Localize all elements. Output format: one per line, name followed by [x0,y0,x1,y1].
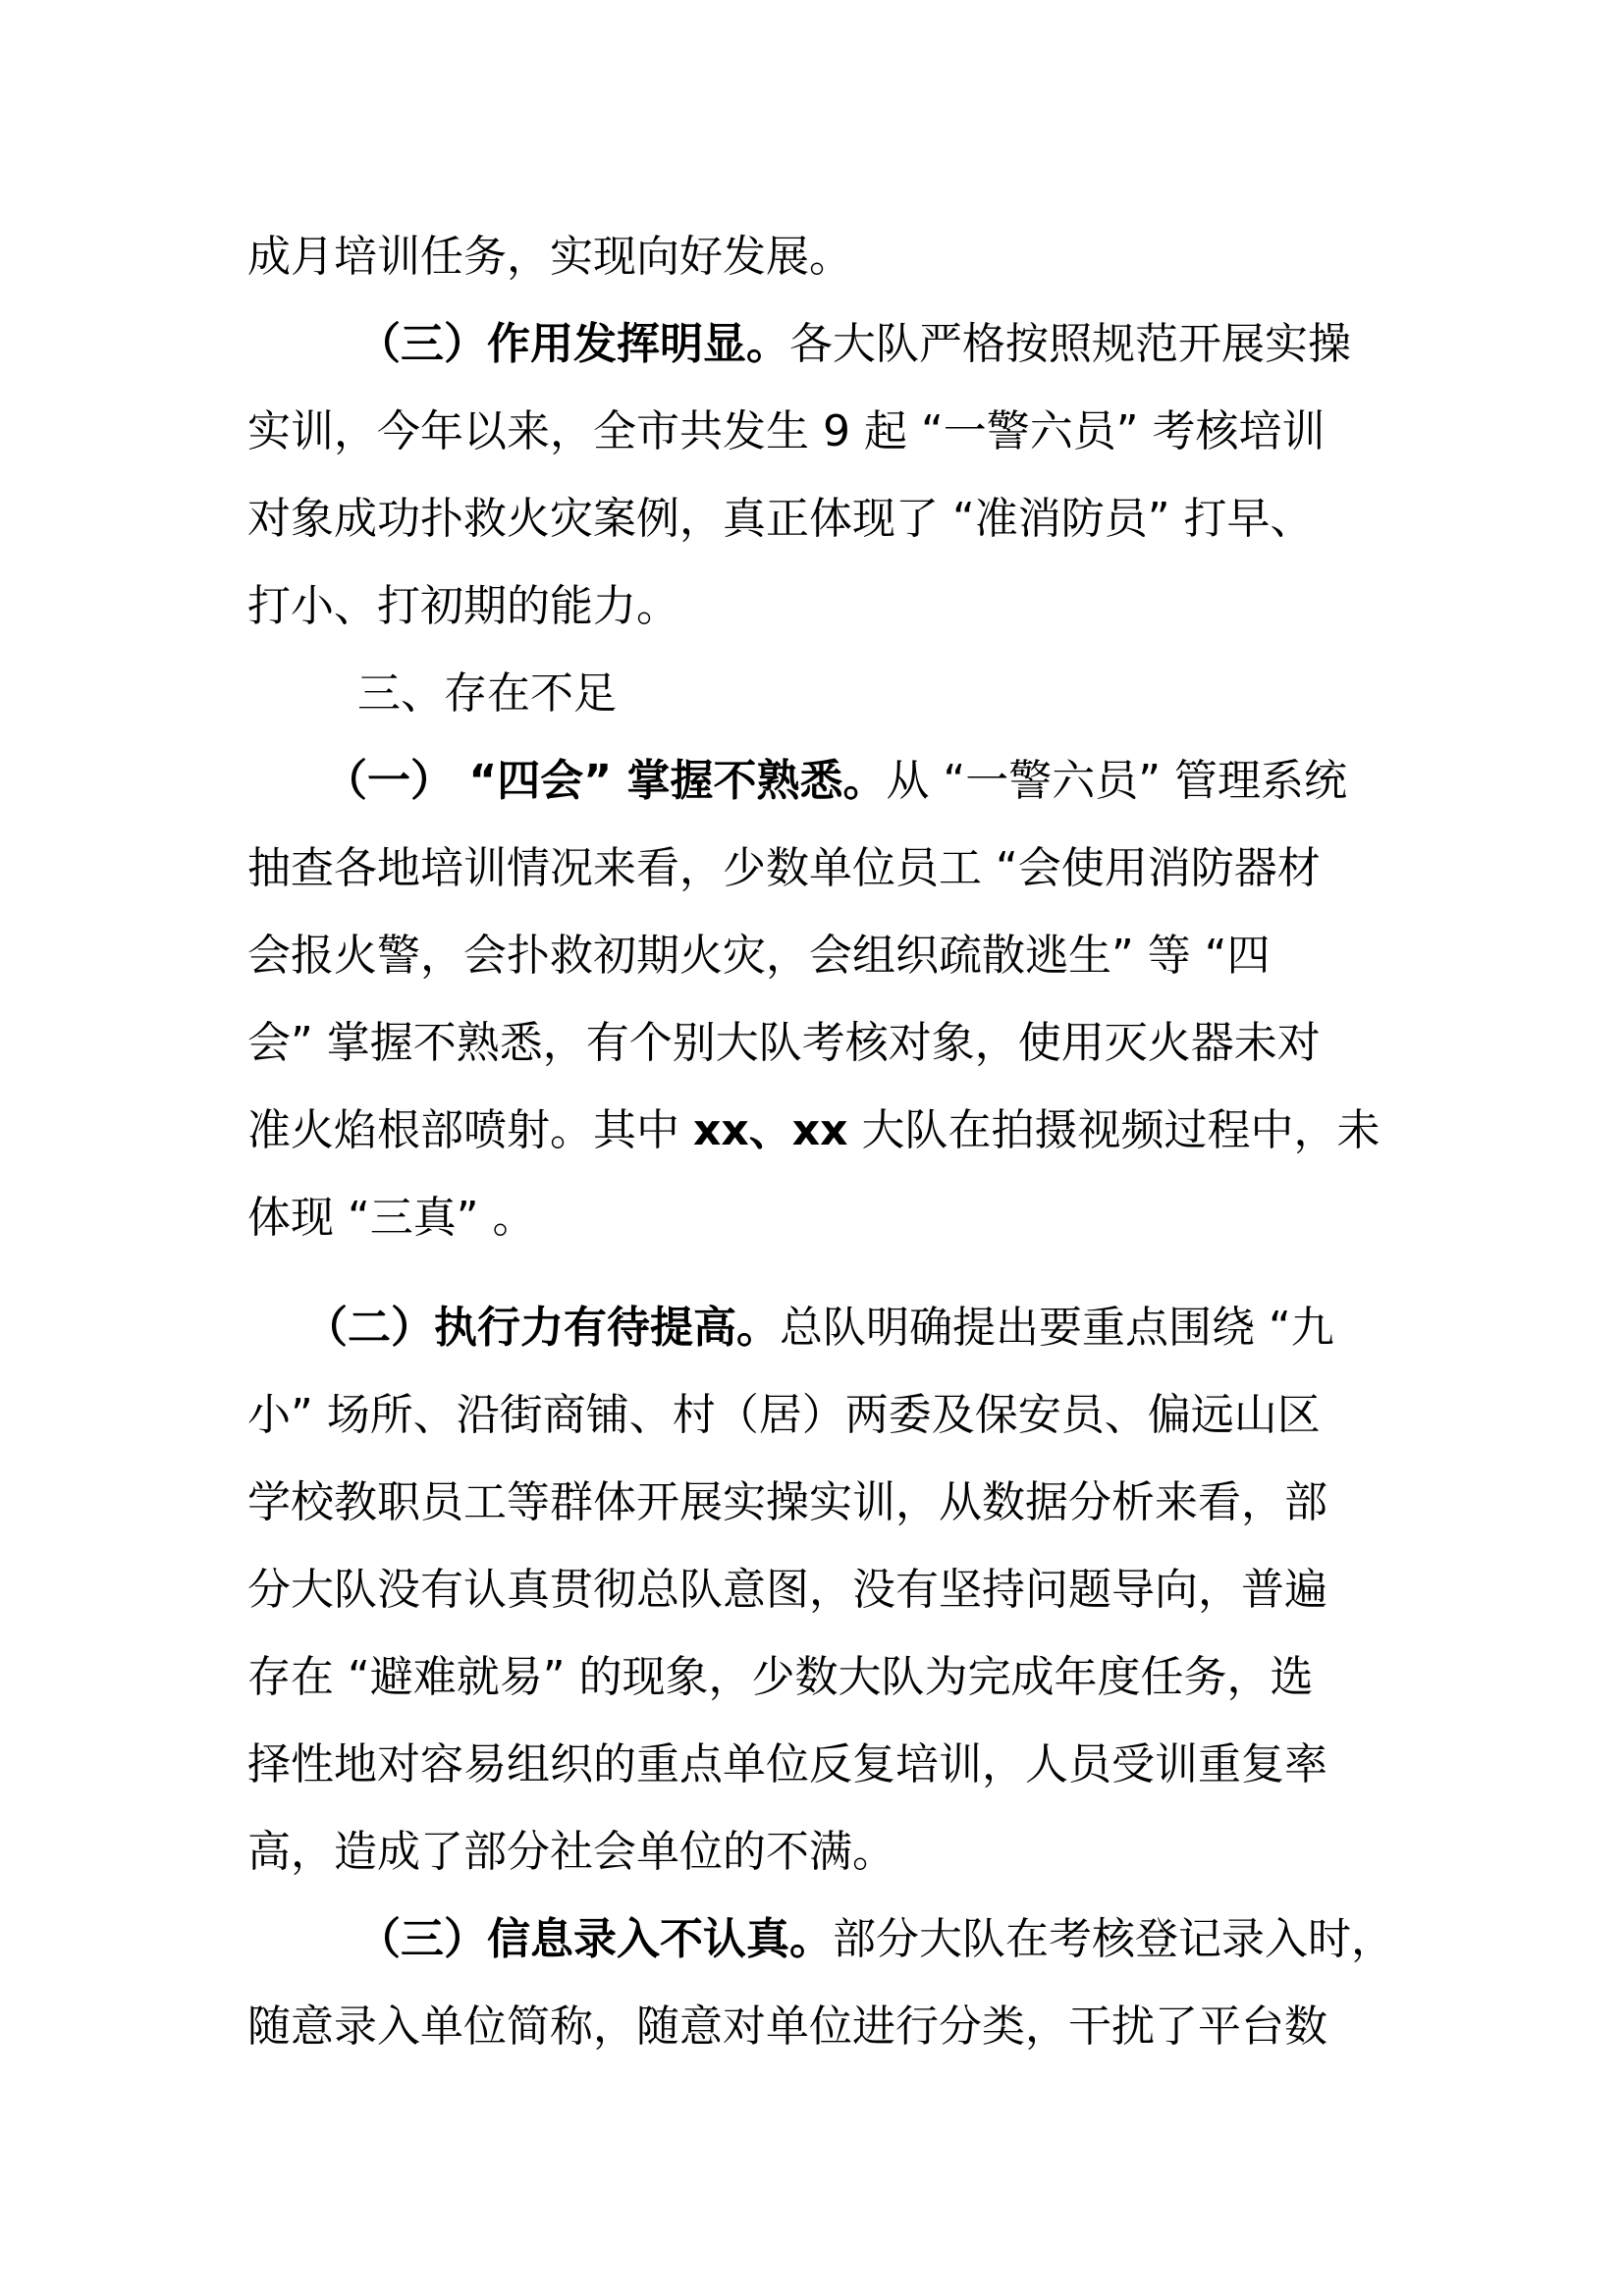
paragraph-line: 随意录入单位简称，随意对单位进行分类，干扰了平台数 [247,2002,1327,2052]
paragraph-heading: （二）执行力有待提高。 [304,1303,780,1353]
paragraph-line: 高，造成了部分社会单位的不满。 [247,1827,895,1877]
paragraph-line: 体现 “三真” 。 [247,1193,536,1243]
paragraph-line: 会” 掌握不熟悉，有个别大队考核对象，使用灭火器未对 [247,1018,1321,1068]
paragraph-line: 打小、打初期的能力。 [247,581,679,631]
paragraph-line: 准火焰根部喷射。其中 xx、xx 大队在拍摄视频过程中，未 [247,1105,1380,1155]
paragraph-line: 对象成功扑救火灾案例，真正体现了 “准消防员” 打早、 [247,494,1314,544]
paragraph-line: 分大队没有认真贯彻总队意图，没有坚持问题导向，普遍 [247,1565,1327,1615]
paragraph-heading: （三）信息录入不认真。 [357,1914,833,1964]
paragraph-line: 抽查各地培训情况来看，少数单位员工 “会使用消防器材 [247,843,1321,893]
paragraph-line: 会报火警，会扑救初期火灾，会组织疏散逃生” 等 “四 [247,931,1271,981]
paragraph-line: （二）执行力有待提高。总队明确提出要重点围绕 “九 [304,1303,1334,1353]
section-heading: 三、存在不足 [357,668,617,719]
paragraph-line: （一） “四会” 掌握不熟悉。从 “一警六员” 管理系统 [324,756,1348,806]
paragraph-line: 实训，今年以来，全市共发生 9 起 “一警六员” 考核培训 [247,406,1326,456]
paragraph-line: 小” 场所、沿街商铺、村（居）两委及保安员、偏远山区 [247,1390,1321,1440]
paragraph-line: （三）作用发挥明显。各大队严格按照规范开展实操 [357,319,1351,369]
paragraph-line: 择性地对容易组织的重点单位反复培训，人员受训重复率 [247,1739,1327,1789]
paragraph-heading: （三）作用发挥明显。 [357,319,789,369]
paragraph-line: 学校教职员工等群体开展实操实训，从数据分析来看，部 [247,1477,1327,1527]
paragraph-heading: （一） “四会” 掌握不熟悉。 [324,756,887,806]
paragraph-line: 成月培训任务，实现向好发展。 [247,232,852,282]
paragraph-line: 存在 “避难就易” 的现象，少数大队为完成年度任务，选 [247,1652,1314,1702]
paragraph-line: （三）信息录入不认真。部分大队在考核登记录入时， [357,1914,1394,1964]
